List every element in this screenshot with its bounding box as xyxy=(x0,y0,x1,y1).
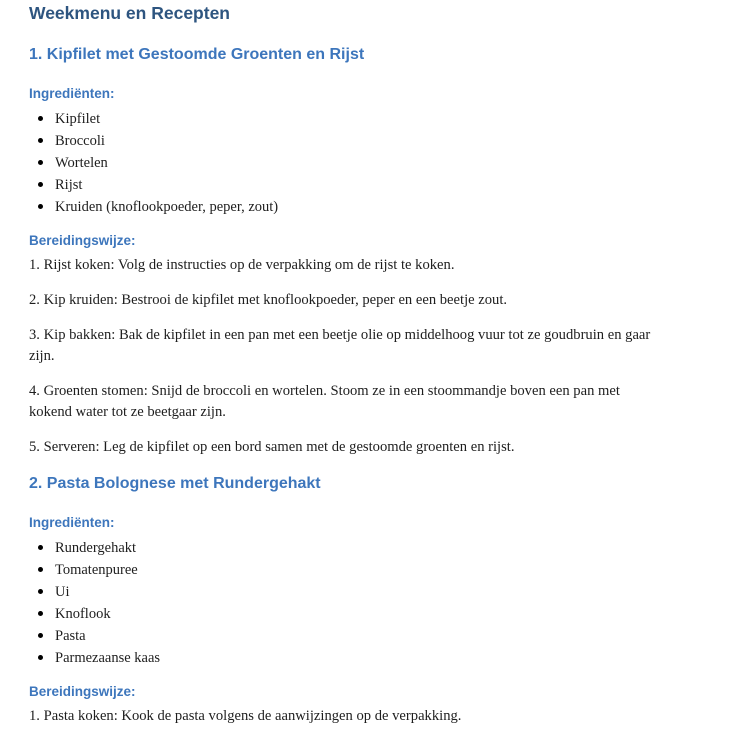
ingredient-item: Ui xyxy=(29,581,708,603)
recipe-step: 1. Pasta koken: Kook de pasta volgens de aanwijzingen op de verpakking. xyxy=(29,708,462,724)
ingredient-list xyxy=(29,537,708,669)
recipe-heading: 1. Kipfilet met Gestoomde Groenten en Rijst xyxy=(29,46,365,63)
ingredient-item: Pasta xyxy=(29,625,708,647)
ingredient-item: Kipfilet xyxy=(29,108,708,130)
recipe-section xyxy=(29,474,708,727)
recipe-step: 5. Serveren: Leg de kipfilet op een bord samen met de gestoomde groenten en rijst. xyxy=(29,439,515,455)
ingredients-label: Ingrediënten: xyxy=(29,86,115,101)
method-label: Bereidingswijze: xyxy=(29,233,136,248)
ingredient-item: Knoflook xyxy=(29,603,708,625)
ingredient-item: Broccoli xyxy=(29,130,708,152)
ingredient-item: Parmezaanse kaas xyxy=(29,647,708,669)
ingredient-list xyxy=(29,108,708,218)
ingredient-item: Kruiden (knoflookpoeder, peper, zout) xyxy=(29,196,708,218)
ingredient-item: Rijst xyxy=(29,174,708,196)
document-title: Weekmenu en Recepten xyxy=(29,3,230,23)
ingredients-label: Ingrediënten: xyxy=(29,515,115,530)
recipe-heading: 2. Pasta Bolognese met Rundergehakt xyxy=(29,475,321,492)
recipe-step: 1. Rijst koken: Volg de instructies op de verpakking om de rijst te koken. xyxy=(29,257,455,273)
recipe-step: 3. Kip bakken: Bak de kipfilet in een pan met een beetje olie op middelhoog vuur tot ze goudbruin en gaar zijn. xyxy=(29,327,651,364)
ingredient-item: Rundergehakt xyxy=(29,537,708,559)
recipe-step: 2. Kip kruiden: Bestrooi de kipfilet met knoflookpoeder, peper en een beetje zout. xyxy=(29,292,508,308)
recipe-step: 4. Groenten stomen: Snijd de broccoli en wortelen. Stoom ze in een stoommandje boven een pan met kokend water tot ze beetgaar zijn. xyxy=(29,383,620,420)
steps xyxy=(29,706,708,727)
recipes xyxy=(29,45,708,727)
steps xyxy=(29,255,708,458)
recipe-section xyxy=(29,45,708,458)
ingredient-item: Tomatenpuree xyxy=(29,559,708,581)
ingredient-item: Wortelen xyxy=(29,152,708,174)
method-label: Bereidingswijze: xyxy=(29,684,136,699)
